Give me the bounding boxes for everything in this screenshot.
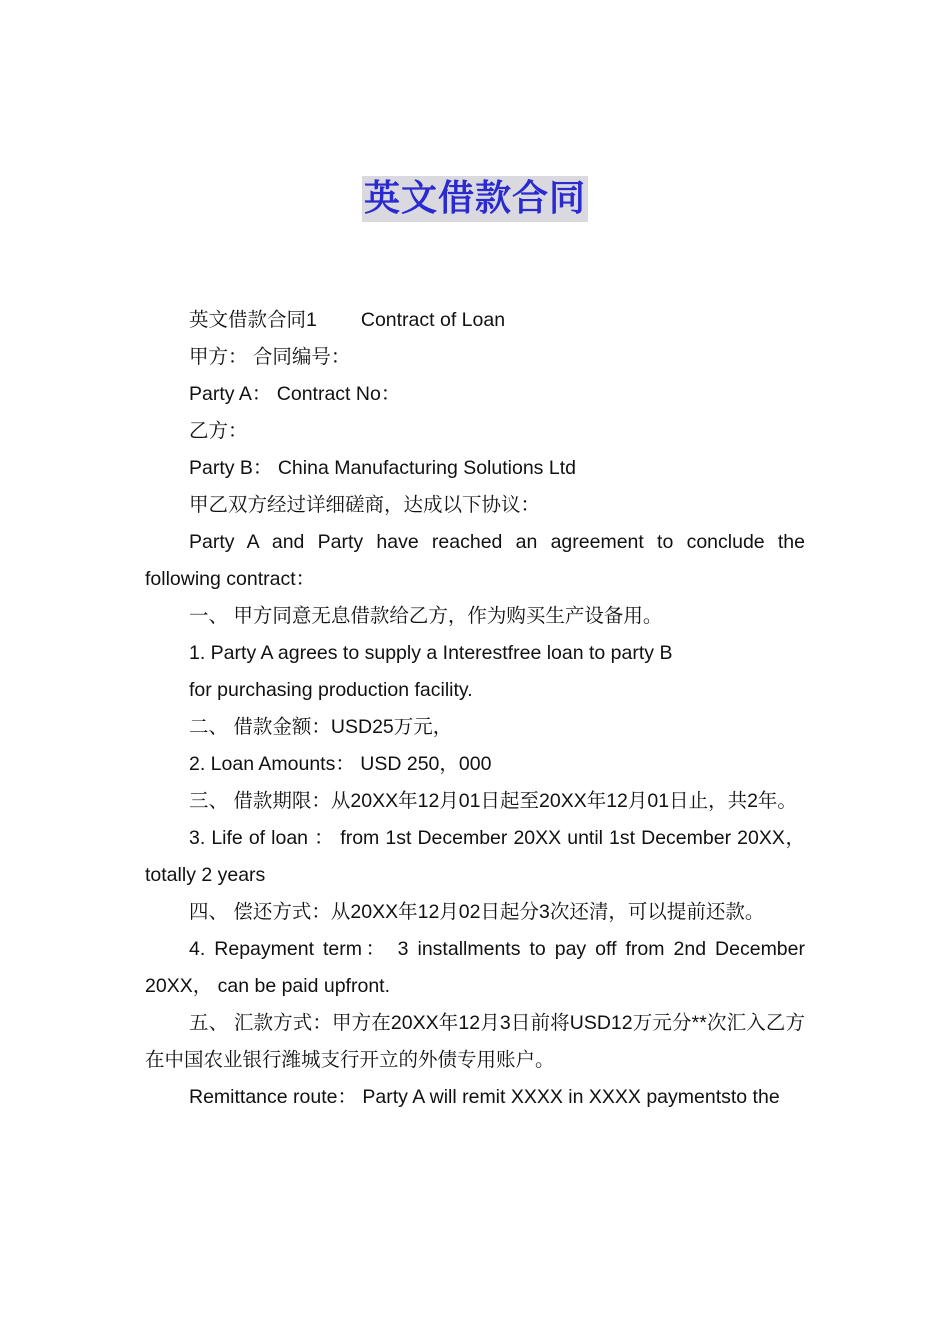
clause-5-cn: 五、 汇款方式：甲方在20XX年12月3日前将USD12万元分**次汇入乙方在中国农业银行潍城支行开立的外债专用账户。	[145, 1012, 805, 1071]
clause-1-en-line-1: 1. Party A agrees to supply a Interestfree loan to party B	[189, 642, 673, 664]
clause-2-cn: 二、 借款金额：USD25万元，	[189, 716, 453, 738]
clause-1-cn: 一、 甲方同意无息借款给乙方，作为购买生产设备用。	[189, 605, 663, 627]
agreement-en-paragraph: Party A and Party have reached an agreement to conclude the following contract：	[145, 531, 805, 590]
party-a-en-line: Party A： Contract No：	[189, 383, 401, 405]
party-a-cn-line: 甲方： 合同编号：	[189, 346, 351, 368]
heading-en: Contract of Loan	[360, 309, 506, 331]
clause-5-en: Remittance route： Party A will remit XXXX in XXXX paymentsto the	[189, 1086, 780, 1108]
agreement-cn-line: 甲乙双方经过详细磋商，达成以下协议：	[189, 494, 541, 516]
heading-cn: 英文借款合同1	[189, 309, 317, 331]
party-b-en-line: Party B： China Manufacturing Solutions Ltd	[189, 457, 576, 479]
document-body	[145, 302, 805, 1116]
clause-3-cn: 三、 借款期限：从20XX年12月01日起至20XX年12月01日止，共2年。	[189, 790, 797, 812]
contract-heading	[145, 302, 805, 339]
clause-2-en: 2. Loan Amounts： USD 250，000	[189, 753, 492, 775]
clause-4-en: 4. Repayment term： 3 installments to pay off from 2nd December 20XX， can be paid upfront.	[145, 938, 805, 997]
clause-3-en: 3. Life of loan ： from 1st December 20XX until 1st December 20XX，totally 2 years	[145, 827, 805, 886]
clause-1-en-line-2: for purchasing production facility.	[189, 679, 473, 701]
document-title: 英文借款合同	[362, 176, 588, 222]
party-b-cn-line: 乙方：	[189, 420, 248, 442]
clause-4-cn: 四、 偿还方式：从20XX年12月02日起分3次还清，可以提前还款。	[189, 901, 765, 923]
title-container	[0, 176, 950, 222]
